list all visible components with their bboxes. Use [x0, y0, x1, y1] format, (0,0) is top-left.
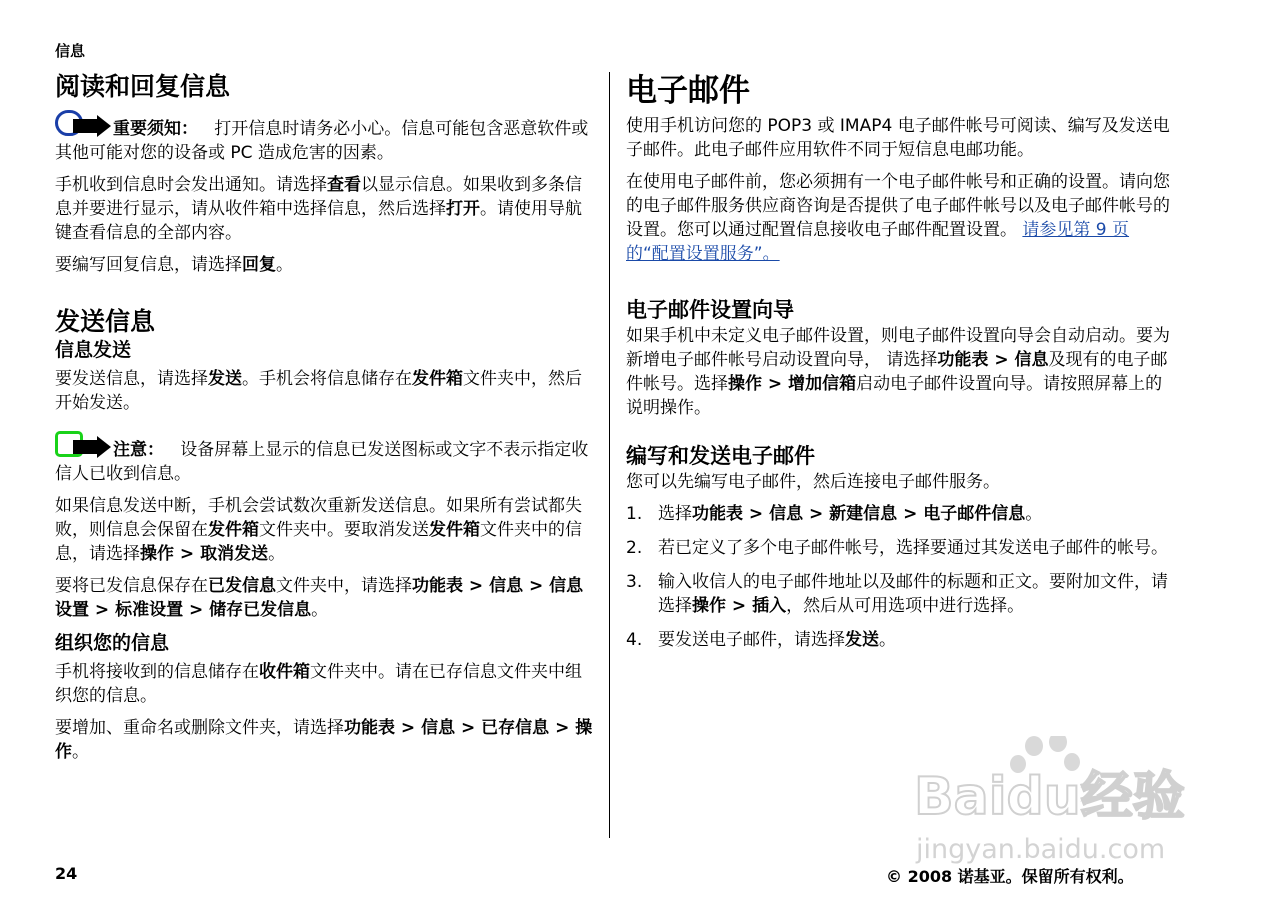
- paragraph-email-intro: 使用手机访问您的 POP3 或 IMAP4 电子邮件帐号可阅读、编写及发送电子邮件。此电子邮件应用软件不同于短信息电邮功能。: [626, 116, 1170, 160]
- paragraph-retry: 如果信息发送中断，手机会尝试数次重新发送信息。如果所有尝试都失败，则信息会保留在发件箱文件夹中。要取消发送发件箱文件夹中的信息，请选择操作 > 取消发送。: [55, 496, 582, 564]
- paragraph-inbox: 手机将接收到的信息储存在收件箱文件夹中。请在已存信息文件夹中组织您的信息。: [55, 662, 582, 706]
- note-notice: [55, 431, 595, 486]
- left-column: [55, 72, 595, 772]
- copyright: © 2008 诺基亚。保留所有权利。: [886, 867, 1134, 886]
- compose-steps: [626, 502, 1171, 652]
- step-item: 3. 输入收信人的电子邮件地址以及邮件的标题和正文。要附加文件，请选择操作 > 插入，然后从可用选项中进行选择。: [626, 572, 1168, 616]
- subheading-organize: 组织您的信息: [55, 632, 170, 654]
- heading-compose-email: 编写和发送电子邮件: [626, 444, 815, 468]
- paragraph-wizard: 如果手机中未定义电子邮件设置，则电子邮件设置向导会自动启动。要为新增电子邮件帐号启动设置向导， 请选择功能表 > 信息及现有的电子邮件帐号。选择操作 > 增加信箱启动电子邮件设置向导。请按照屏幕上的说明操作。: [626, 326, 1170, 418]
- heading-email: 电子邮件: [626, 73, 750, 109]
- paragraph-receive: 手机收到信息时会发出通知。请选择查看以显示信息。如果收到多条信息并要进行显示，请从收件箱中选择信息，然后选择打开。请使用导航键查看信息的全部内容。: [55, 175, 582, 243]
- important-label: 重要须知：: [113, 119, 198, 139]
- important-text: 打开信息时请务必小心。信息可能包含恶意软件或其他可能对您的设备或 PC 造成危害的因素。: [55, 119, 589, 163]
- config-settings-link[interactable]: 请参见第 9 页的“配置设置服务”。: [626, 220, 1130, 264]
- heading-email-wizard: 电子邮件设置向导: [626, 298, 794, 322]
- paragraph-compose: 您可以先编写电子邮件，然后连接电子邮件服务。: [626, 472, 1000, 492]
- paragraph-email-setup: 在使用电子邮件前，您必须拥有一个电子邮件帐号和正确的设置。请向您的电子邮件服务供应商咨询是否提供了电子邮件帐号以及电子邮件帐号的设置。您可以通过配置信息接收电子邮件配置设置。 请参见第 9 页的“配置设置服务”。: [626, 172, 1170, 264]
- heading-read-reply: 阅读和回复信息: [55, 72, 231, 101]
- baidu-watermark: [906, 736, 1206, 866]
- step-item: 4. 要发送电子邮件，请选择发送。: [626, 630, 896, 650]
- section-header: 信息: [55, 42, 86, 60]
- subheading-send: 信息发送: [55, 339, 132, 361]
- note-text: 设备屏幕上显示的信息已发送图标或文字不表示指定收信人已收到信息。: [55, 440, 589, 484]
- page-number: 24: [55, 864, 78, 883]
- paragraph-send: 要发送信息，请选择发送。手机会将信息储存在发件箱文件夹中，然后开始发送。: [55, 369, 582, 413]
- column-divider: [609, 72, 610, 838]
- important-icon: [55, 110, 111, 140]
- important-notice: [55, 110, 595, 165]
- heading-send: 发送信息: [55, 307, 156, 336]
- paragraph-save-sent: 要将已发信息保存在已发信息文件夹中，请选择功能表 > 信息 > 信息设置 > 标准设置 > 储存已发信息。: [55, 576, 584, 620]
- paragraph-reply: 要编写回复信息，请选择回复。: [55, 255, 293, 275]
- paragraph-folders: 要增加、重命名或删除文件夹，请选择功能表 > 信息 > 已存信息 > 操作。: [55, 718, 593, 762]
- watermark-brand: Baidu经验: [914, 767, 1185, 827]
- note-icon: [55, 431, 111, 461]
- right-column: [626, 72, 1171, 662]
- note-label: 注意：: [113, 440, 164, 460]
- step-item: 2. 若已定义了多个电子邮件帐号，选择要通过其发送电子邮件的帐号。: [626, 538, 1168, 558]
- step-item: 1. 选择功能表 > 信息 > 新建信息 > 电子邮件信息。: [626, 504, 1043, 524]
- watermark-url: jingyan.baidu.com: [916, 834, 1166, 865]
